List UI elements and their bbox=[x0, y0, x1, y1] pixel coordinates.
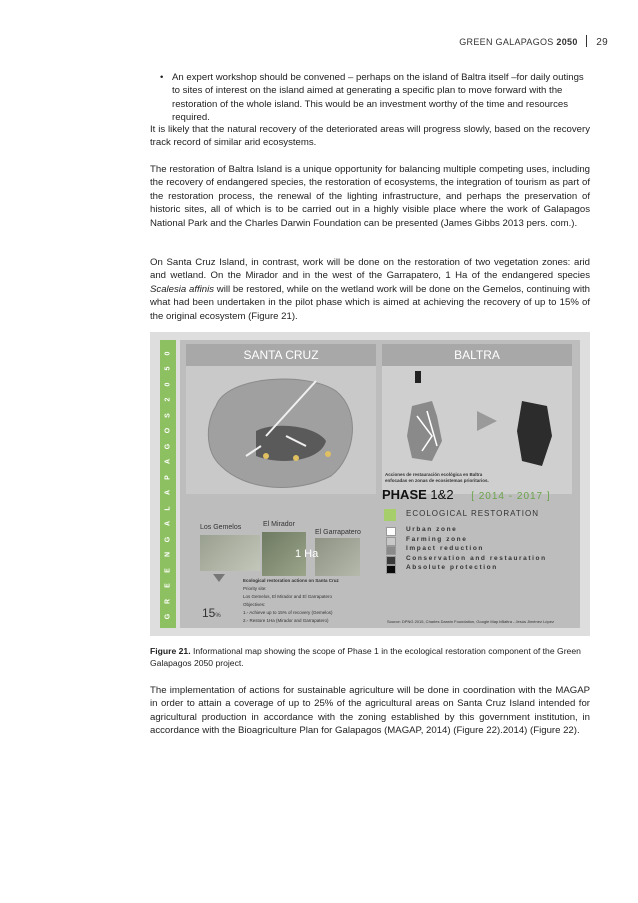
baltra-island-before bbox=[407, 401, 442, 461]
paragraph-1-text: It is likely that the natural recovery of the deteriorated areas will progress slowly, based on the recovery track record of similar arid ecosystems. bbox=[150, 124, 590, 149]
baltra-note: Acciones de restauración ecológica en Baltra enfocadas en zonas de ecosistemas prioritarios. bbox=[385, 472, 489, 483]
site-mirador-label: El Mirador bbox=[263, 521, 295, 528]
strip-letter: 2 bbox=[164, 397, 172, 402]
legend-item bbox=[384, 564, 570, 574]
legend-item bbox=[384, 545, 570, 555]
strip-letter: 5 bbox=[164, 366, 172, 371]
site-gemelos-label: Los Gemelos bbox=[200, 524, 242, 531]
figure-caption bbox=[150, 646, 590, 669]
notes-title: Ecological restoration actions on Santa Cruz bbox=[243, 578, 339, 583]
phase-number: 1&2 bbox=[430, 487, 454, 502]
baltra-map bbox=[382, 366, 572, 481]
page-number: 29 bbox=[596, 37, 608, 48]
mirador-marker bbox=[293, 455, 299, 461]
photo-garrapatero bbox=[315, 538, 360, 576]
strip-letter: E bbox=[164, 583, 172, 588]
strip-letter: E bbox=[164, 567, 172, 573]
strip-letter: O bbox=[164, 427, 172, 434]
paragraph-2-text: The restoration of Baltra Island is a unique opportunity for balancing multiple competing uses, including the recovery of endangered species, the restoration of ecosystems, the integration of tourism as part of the restoration process, the renewal of the lighting infrastructure, and perhaps the preservation of historic sites, all of which is to be carried out in a highly visible place where the work of Galapagos National Park and the Charles Darwin Foundation can be presented (James Gibbs 2013 pers. com.). bbox=[150, 164, 590, 229]
percentage-unit: % bbox=[215, 613, 221, 619]
paragraph-2 bbox=[150, 163, 590, 230]
strip-letter: S bbox=[164, 412, 172, 418]
strip-letter: 0 bbox=[164, 351, 172, 355]
percentage-value: 15 bbox=[202, 606, 216, 620]
baltra-banner: BALTRA bbox=[382, 344, 572, 366]
paragraph-1 bbox=[150, 123, 590, 150]
ha-label: 1 Ha bbox=[295, 548, 319, 560]
baltra-north-islet bbox=[415, 371, 421, 383]
legend-label: Urban zone bbox=[406, 526, 458, 533]
header-year: 2050 bbox=[556, 37, 578, 47]
caption-text: Informational map showing the scope of Phase 1 in the ecological restoration component of the Green Galapagos 2050 project. bbox=[150, 646, 581, 668]
strip-letter: G bbox=[164, 613, 172, 620]
photo-gemelos bbox=[200, 535, 260, 571]
garrapatero-marker bbox=[325, 451, 331, 457]
gemelos-marker bbox=[263, 453, 269, 459]
phase-years: [ 2014 - 2017 ] bbox=[471, 491, 551, 502]
baltra-island-after bbox=[517, 401, 552, 466]
phase-label: PHASE bbox=[382, 487, 427, 502]
strip-letter: G bbox=[164, 536, 172, 542]
strip-letter: 0 bbox=[164, 382, 172, 386]
legend-item bbox=[384, 526, 570, 536]
caption-label: Figure 21. bbox=[150, 646, 191, 656]
legend-label: Conservation and restauration bbox=[406, 554, 547, 562]
legend-label: Farming zone bbox=[406, 535, 468, 543]
paragraph-3 bbox=[150, 256, 590, 323]
legend-item bbox=[384, 555, 570, 565]
green-galapagos-strip bbox=[160, 340, 176, 628]
bullet-mark: • bbox=[160, 72, 164, 83]
strip-letter: A bbox=[164, 458, 172, 465]
santa-cruz-map bbox=[186, 366, 376, 496]
legend-title-row bbox=[384, 509, 570, 523]
legend-list bbox=[384, 526, 570, 574]
running-header bbox=[459, 35, 608, 48]
arrow-icon bbox=[477, 411, 497, 431]
species-name: Scalesia affinis bbox=[150, 283, 215, 295]
phase-title bbox=[382, 487, 551, 502]
figure-source: Source: DPNG 2015, Charles Darwin Foundation, Google Map bBaltra - Jesús Jiménez López bbox=[387, 619, 554, 624]
paragraph-3-text bbox=[150, 256, 590, 323]
strip-letter: R bbox=[164, 598, 172, 604]
paragraph-4 bbox=[150, 684, 590, 738]
legend-swatch bbox=[386, 565, 396, 574]
strip-letter: A bbox=[164, 489, 172, 496]
notes-objectives: Objectives: bbox=[243, 602, 266, 607]
notes-priority: Priority site: bbox=[243, 586, 267, 591]
notes-objective-1: 1.- Achieve up to 15% of recovery (Gemelos) bbox=[243, 610, 333, 615]
santa-cruz-banner: SANTA CRUZ bbox=[186, 344, 376, 366]
legend-label: Absolute protection bbox=[406, 564, 498, 571]
down-arrow-icon bbox=[213, 574, 225, 582]
site-garrapatero-label: El Garrapatero bbox=[315, 529, 361, 536]
bullet-text: An expert workshop should be convened – perhaps on the island of Baltra itself –for daily outings to sites of interest on the island aimed at generating a specific plan to move forward with the restoration of the whole island. This would be an investment worthy of the time and resources required. bbox=[172, 72, 584, 124]
figure-21 bbox=[150, 332, 590, 636]
santa-cruz-notes bbox=[243, 578, 363, 624]
percentage-figure bbox=[202, 606, 221, 620]
notes-sites: Los Gemelos, El Mirador and El Garrapatero bbox=[243, 594, 333, 599]
strip-letter: A bbox=[164, 520, 172, 527]
paragraph-3-part-b: will be restored, while on the wetland work will be done on the Gemelos, continuing with what had been undertaken in the pilot phase which is aimed at achieving the recovery of up to 15% of the original ecosystem (Figure 21). bbox=[150, 283, 590, 322]
legend-title: ECOLOGICAL RESTORATION bbox=[406, 509, 539, 518]
strip-letter: P bbox=[164, 474, 172, 480]
strip-letter: L bbox=[164, 505, 172, 511]
paragraph-3-part-a: On Santa Cruz Island, in contrast, work will be done on the restoration of two vegetation zones: arid and wetland. On the Mirador and in the west of the Garrapatero, 1 Ha of the endangered species bbox=[150, 257, 590, 282]
legend-accent-swatch bbox=[384, 509, 396, 521]
header-divider bbox=[586, 35, 587, 47]
paragraph-4-text: The implementation of actions for sustainable agriculture will be done in coordination with the MAGAP in order to attain a coverage of up to 25% of the agricultural areas on Santa Cruz Island intended for agricultural production in accordance with the zoning established by this government institution, in accordance with the Bioagriculture Plan for Galapagos (MAGAP, 2014) (Figure 22).2014) (Figure 22). bbox=[150, 685, 590, 737]
notes-objective-2: 2.- Restore 1Ha (Mirador and Garrapatero) bbox=[243, 618, 329, 623]
header-title: GREEN GALAPAGOS bbox=[459, 37, 554, 47]
legend-item bbox=[384, 536, 570, 546]
bullet-item bbox=[160, 71, 590, 125]
strip-letter: G bbox=[164, 443, 172, 449]
strip-letter: N bbox=[164, 551, 172, 558]
legend-label: Impact reduction bbox=[406, 545, 484, 552]
